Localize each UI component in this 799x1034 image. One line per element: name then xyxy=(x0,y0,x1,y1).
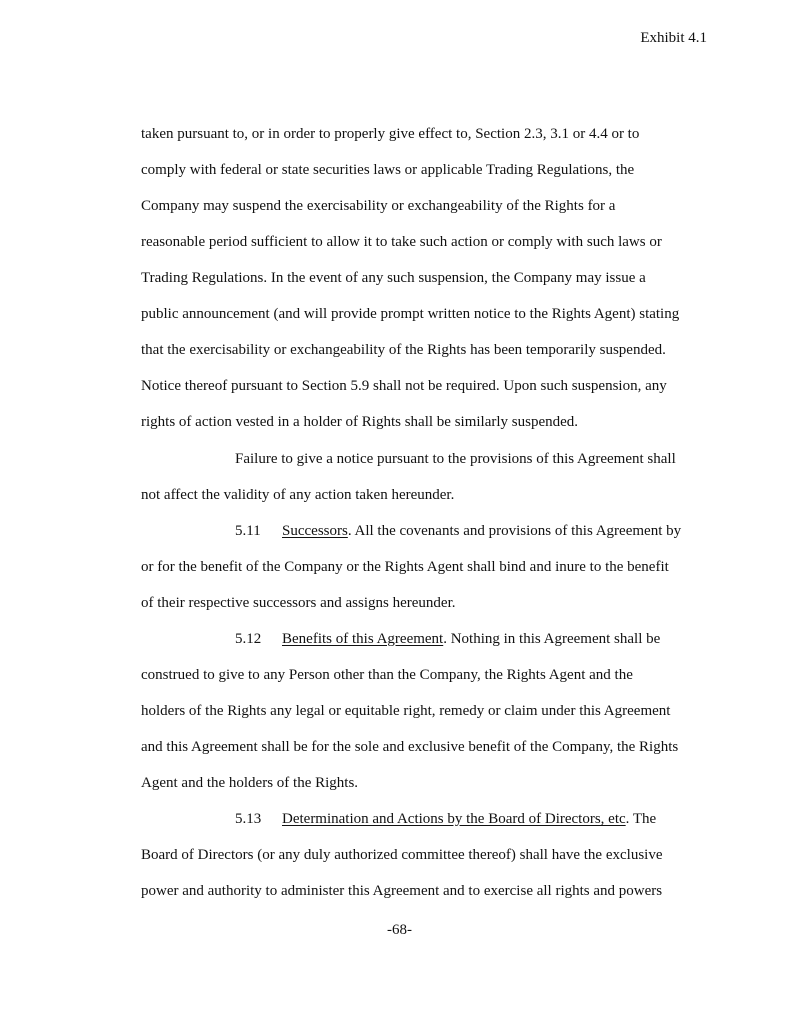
text-line: and this Agreement shall be for the sole and exclusive benefit of the Company, the Rights xyxy=(141,739,679,755)
text-line: Agent and the holders of the Rights. xyxy=(141,775,359,791)
section-heading: Benefits of this Agreement xyxy=(282,631,444,647)
text-line: public announcement (and will provide prompt written notice to the Rights Agent) stating xyxy=(141,306,680,322)
section-text: . The xyxy=(625,811,657,827)
section-number: 5.12 xyxy=(235,631,262,647)
text-line: Company may suspend the exercisability or exchangeability of the Rights for a xyxy=(141,198,616,214)
text-line: Notice thereof pursuant to Section 5.9 shall not be required. Upon such suspension, any xyxy=(141,378,667,394)
text-line: or for the benefit of the Company or the Rights Agent shall bind and inure to the benefit xyxy=(141,559,669,575)
text-line: reasonable period sufficient to allow it to take such action or comply with such laws or xyxy=(141,234,662,250)
section-text: . All the covenants and provisions of this Agreement by xyxy=(347,523,682,539)
text-line: power and authority to administer this Agreement and to exercise all rights and powers xyxy=(141,883,663,899)
section-number: 5.13 xyxy=(235,811,262,827)
section-text: . Nothing in this Agreement shall be xyxy=(443,631,661,647)
section-number: 5.11 xyxy=(235,523,261,539)
exhibit-label: Exhibit 4.1 xyxy=(640,30,707,46)
text-line: Board of Directors (or any duly authorized committee thereof) shall have the exclusive xyxy=(141,847,663,863)
text-line: construed to give to any Person other than the Company, the Rights Agent and the xyxy=(141,667,633,683)
section-heading: Successors xyxy=(282,523,348,539)
text-line: not affect the validity of any action taken hereunder. xyxy=(141,487,455,503)
page-number: -68- xyxy=(387,922,412,938)
text-line: Failure to give a notice pursuant to the provisions of this Agreement shall xyxy=(235,451,676,467)
text-line: Trading Regulations. In the event of any such suspension, the Company may issue a xyxy=(141,270,646,286)
section-5-12-first-line xyxy=(235,630,660,648)
section-5-11-first-line xyxy=(235,522,681,540)
text-line: holders of the Rights any legal or equitable right, remedy or claim under this Agreement xyxy=(141,703,671,719)
text-line: that the exercisability or exchangeability of the Rights has been temporarily suspended. xyxy=(141,342,666,358)
section-5-13-first-line xyxy=(235,810,656,828)
text-line: taken pursuant to, or in order to properly give effect to, Section 2.3, 3.1 or 4.4 or to xyxy=(141,126,640,142)
text-line: rights of action vested in a holder of Rights shall be similarly suspended. xyxy=(141,414,579,430)
section-heading: Determination and Actions by the Board of Directors, etc xyxy=(282,811,626,827)
text-line: comply with federal or state securities laws or applicable Trading Regulations, the xyxy=(141,162,635,178)
text-line: of their respective successors and assigns hereunder. xyxy=(141,595,456,611)
